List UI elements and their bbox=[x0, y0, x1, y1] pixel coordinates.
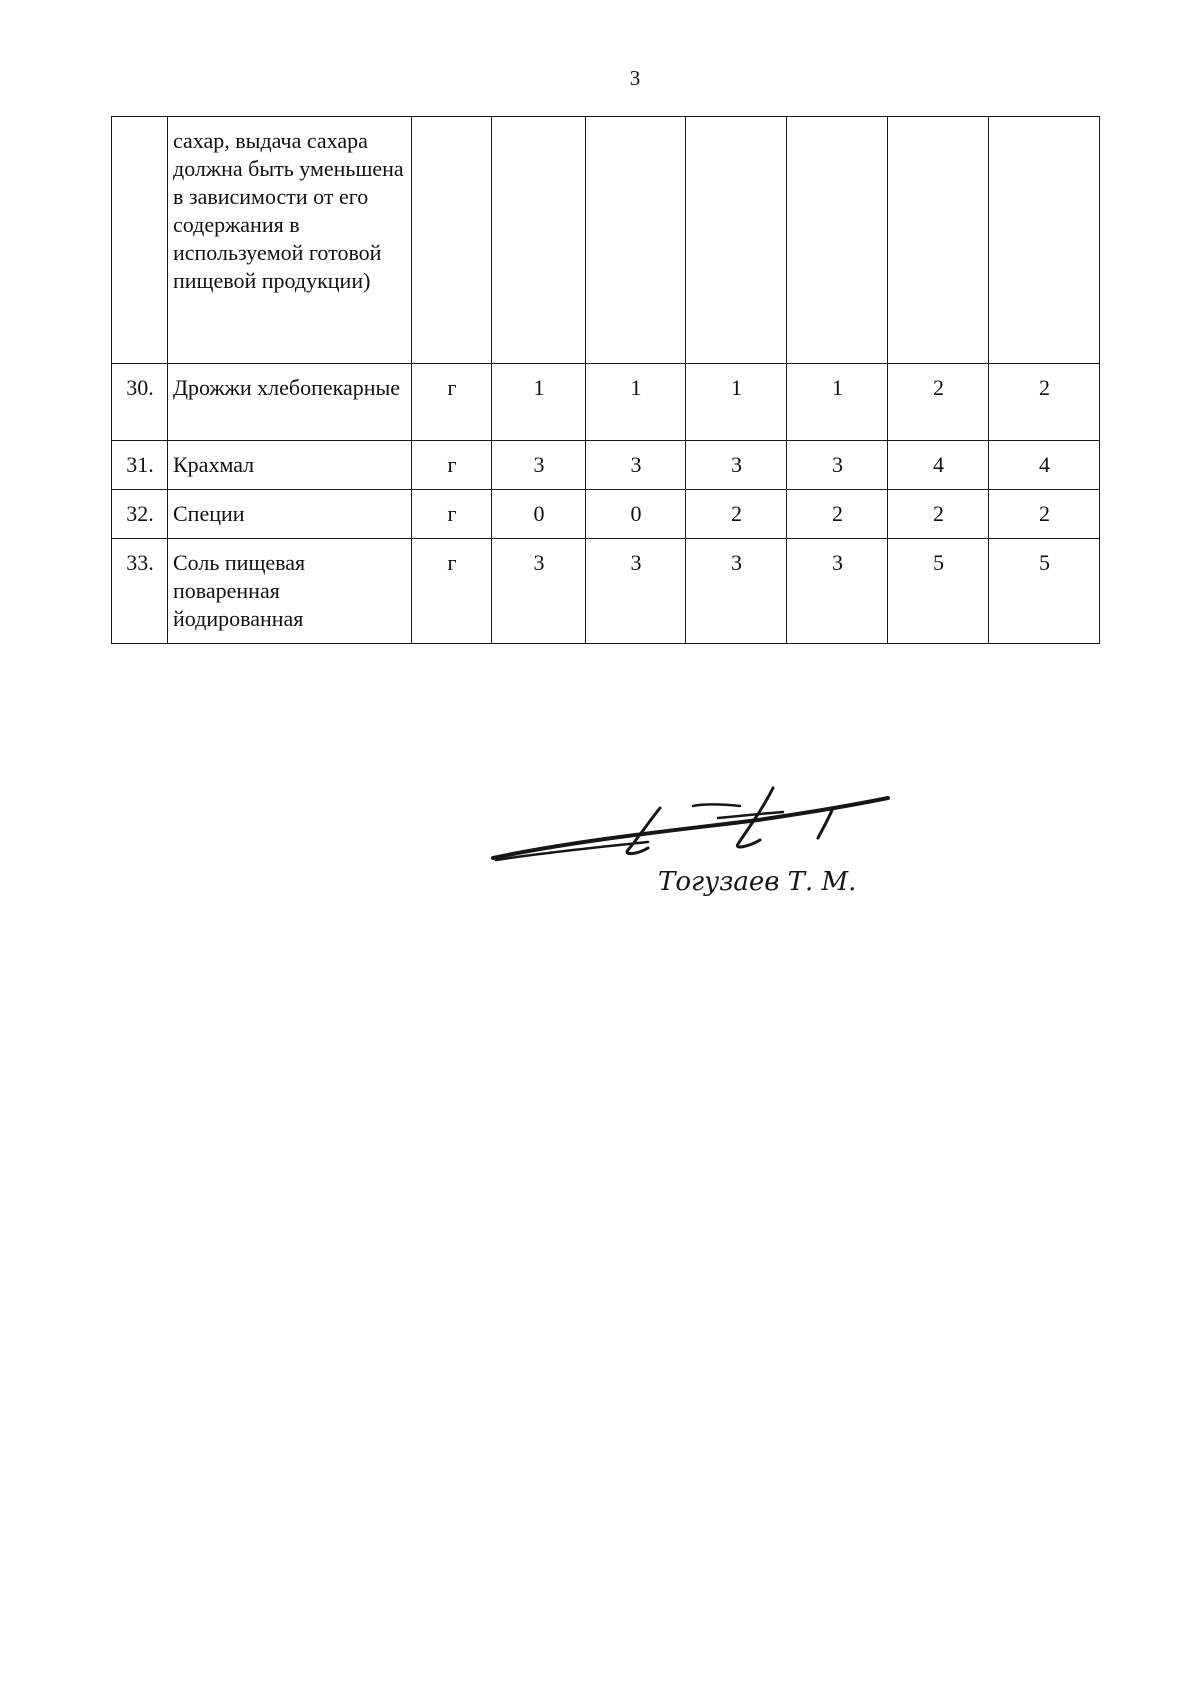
cell-value: 2 bbox=[686, 490, 787, 539]
cell-unit: г bbox=[412, 441, 492, 490]
cell-value bbox=[686, 117, 787, 364]
cell-value: 3 bbox=[586, 539, 686, 644]
table-row bbox=[112, 539, 1100, 644]
cell-unit: г bbox=[412, 490, 492, 539]
cell-value: 5 bbox=[888, 539, 989, 644]
cell-value: 4 bbox=[989, 441, 1100, 490]
cell-value: 2 bbox=[989, 490, 1100, 539]
cell-value: 3 bbox=[787, 441, 888, 490]
table-row bbox=[112, 441, 1100, 490]
cell-value bbox=[586, 117, 686, 364]
cell-name: Соль пищевая поваренная йодированная bbox=[168, 539, 412, 644]
cell-value: 2 bbox=[888, 364, 989, 441]
cell-value: 1 bbox=[686, 364, 787, 441]
cell-value bbox=[492, 117, 586, 364]
cell-value: 4 bbox=[888, 441, 989, 490]
cell-value: 1 bbox=[787, 364, 888, 441]
cell-unit: г bbox=[412, 364, 492, 441]
cell-value: 3 bbox=[586, 441, 686, 490]
cell-unit bbox=[412, 117, 492, 364]
cell-num: 33. bbox=[112, 539, 168, 644]
signature-name: Тогузаев Т. М. bbox=[658, 867, 857, 897]
cell-value bbox=[787, 117, 888, 364]
cell-value: 3 bbox=[787, 539, 888, 644]
cell-value: 0 bbox=[492, 490, 586, 539]
table-row-continuation bbox=[112, 117, 1100, 364]
cell-num bbox=[112, 117, 168, 364]
cell-name: Дрожжи хлебопекарные bbox=[168, 364, 412, 441]
cell-name: Крахмал bbox=[168, 441, 412, 490]
cell-value: 0 bbox=[586, 490, 686, 539]
cell-num: 30. bbox=[112, 364, 168, 441]
cell-value: 3 bbox=[492, 441, 586, 490]
cell-value: 1 bbox=[586, 364, 686, 441]
cell-value bbox=[888, 117, 989, 364]
cell-value: 2 bbox=[787, 490, 888, 539]
cell-value: 1 bbox=[492, 364, 586, 441]
signature bbox=[488, 768, 898, 898]
cell-value: 5 bbox=[989, 539, 1100, 644]
cell-value bbox=[989, 117, 1100, 364]
cell-value: 2 bbox=[989, 364, 1100, 441]
cell-name: Специи bbox=[168, 490, 412, 539]
cell-value: 2 bbox=[888, 490, 989, 539]
cell-value: 3 bbox=[686, 539, 787, 644]
cell-num: 32. bbox=[112, 490, 168, 539]
cell-num: 31. bbox=[112, 441, 168, 490]
cell-unit: г bbox=[412, 539, 492, 644]
cell-value: 3 bbox=[686, 441, 787, 490]
page-number: 3 bbox=[629, 66, 641, 90]
cell-value: 3 bbox=[492, 539, 586, 644]
table-row bbox=[112, 490, 1100, 539]
table-row bbox=[112, 364, 1100, 441]
cell-name: сахар, выдача сахара должна быть уменьшена в зависимости от его содержания в используемой готовой пищевой продукции) bbox=[168, 117, 412, 364]
norms-table bbox=[111, 116, 1100, 644]
